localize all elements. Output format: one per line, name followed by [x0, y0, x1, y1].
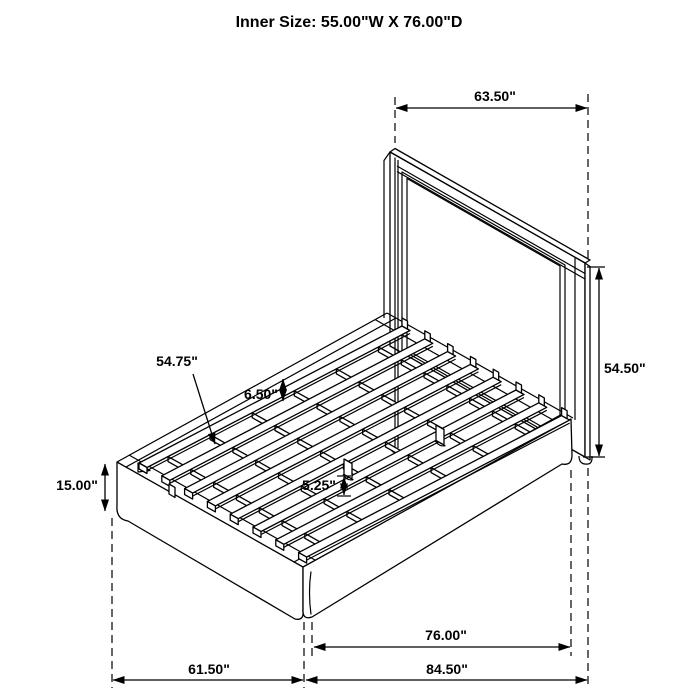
dim-inner-depth	[314, 627, 570, 647]
dim-outer-depth	[306, 661, 587, 680]
dim-first-slat-gap	[244, 379, 283, 402]
dim-headboard-width-label: 63.50"	[474, 88, 516, 104]
dim-slat-spacing-label: 5.25"	[302, 477, 336, 493]
dim-first-slat-gap-label: 6.50"	[244, 386, 278, 402]
dim-outer-width-label: 61.50"	[188, 661, 230, 677]
bed-drawing	[117, 149, 592, 620]
diagram-title: Inner Size: 55.00"W X 76.00"D	[235, 14, 463, 31]
dim-headboard-width	[396, 88, 587, 108]
dim-outer-width	[113, 661, 303, 680]
dim-rail-height-label: 15.00"	[56, 477, 98, 493]
dim-rail-height	[56, 464, 105, 511]
dim-slat-length-label: 54.75"	[156, 353, 198, 369]
dim-headboard-height	[583, 267, 646, 457]
dim-headboard-height-label: 54.50"	[604, 360, 646, 376]
dim-inner-depth-label: 76.00"	[425, 627, 467, 643]
dim-outer-depth-label: 84.50"	[426, 661, 468, 677]
